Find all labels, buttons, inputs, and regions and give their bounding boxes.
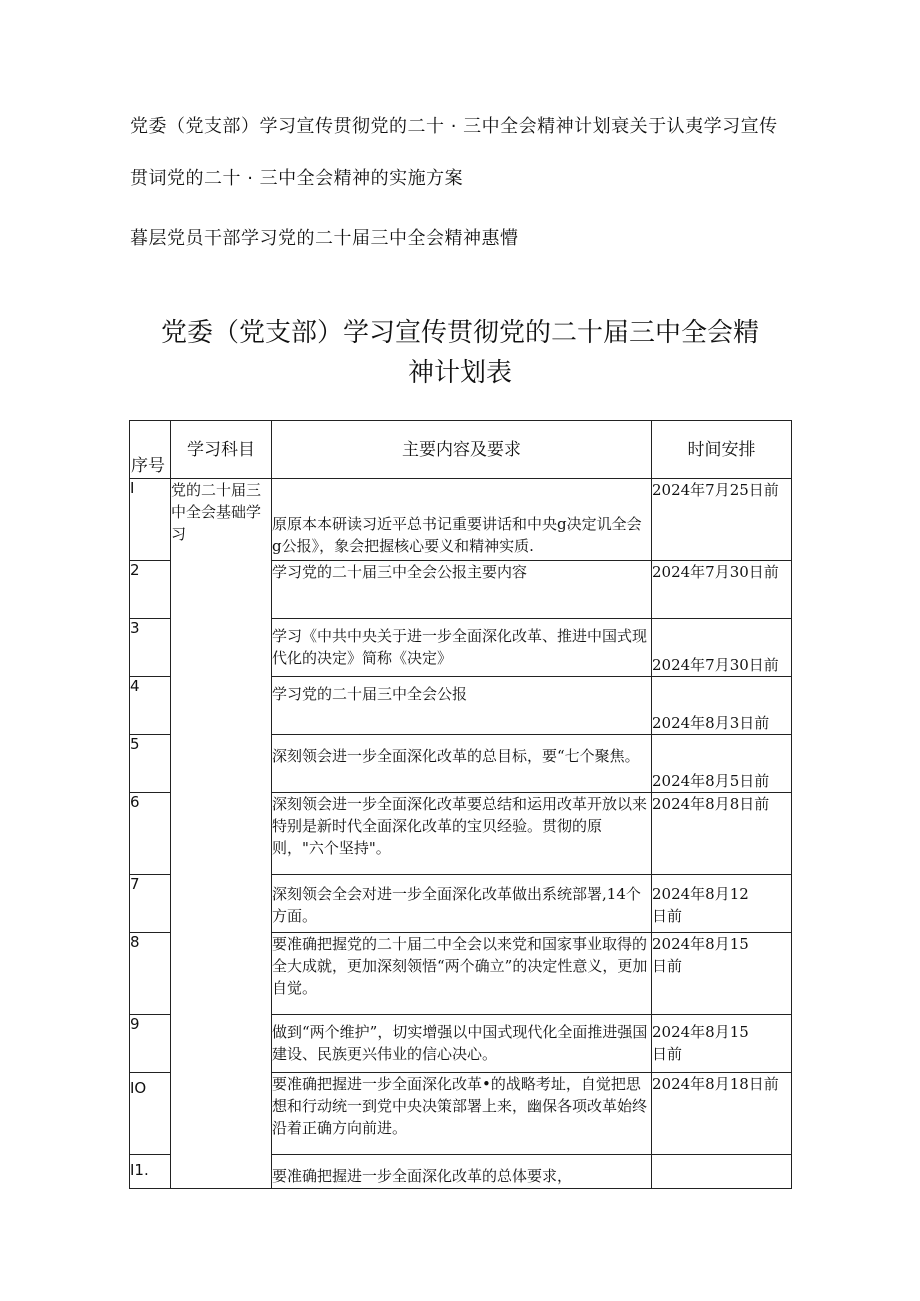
row-seq: 8 xyxy=(130,933,171,1015)
row-time: 2024年8月12日前 xyxy=(652,875,792,933)
row-seq: 4 xyxy=(130,677,171,735)
row-time: 2024年8月8日前 xyxy=(652,793,792,875)
row-time: 2024年8月15日前 xyxy=(652,933,792,1015)
table-row xyxy=(130,479,792,561)
page-title xyxy=(130,313,790,393)
row-time: 2024年8月18日前 xyxy=(652,1073,792,1155)
row-time: 2024年8月15日前 xyxy=(652,1015,792,1073)
toc-line-1: 党委（党支部）学习宣传贯彻党的二十 · 三中全会精神计划衰关于认夷学习宣传 xyxy=(130,116,778,137)
row-seq: I1. xyxy=(130,1155,171,1189)
row-seq: 3 xyxy=(130,619,171,677)
header-seq: 序号 xyxy=(130,421,171,479)
toc-line-3: 暮层党员干部学习党的二十届三中全会精神惠懵 xyxy=(130,228,519,249)
row-content: 学习《中共中央关于进一步全面深化改革、推进中国式现代化的决定》简称《决定》 xyxy=(272,619,652,677)
row-time: 2024年7月30日前 xyxy=(652,619,792,677)
row-content: 深刻领会进一步全面深化改革要总结和运用改革开放以来特别是新时代全面深化改革的宝贝经验。贯彻的原则，"六个坚持"。 xyxy=(272,793,652,875)
row-content: 要准确把握进一步全面深化改革的总体要求， xyxy=(272,1155,652,1189)
row-content: 学习党的二十届三中全会公报 xyxy=(272,677,652,735)
row-content: 原原本本研读习近平总书记重要讲话和中央g决定讥全会g公报》，象会把握核心要义和精神实质. xyxy=(272,479,652,561)
toc-line-2: 贯词党的二十 · 三中全会精神的实施方案 xyxy=(130,168,464,189)
row-time: 2024年8月5日前 xyxy=(652,735,792,793)
row-time: 2024年7月25日前 xyxy=(652,479,792,561)
row-seq: 5 xyxy=(130,735,171,793)
row-seq: 9 xyxy=(130,1015,171,1073)
row-content: 做到“两个维护”，切实增强以中国式现代化全面推进强国建设、民族更兴伟业的信心决心。 xyxy=(272,1015,652,1073)
row-time: 2024年8月3日前 xyxy=(652,677,792,735)
row-seq: 7 xyxy=(130,875,171,933)
row-content: 深刻领会全会对进一步全面深化改革做出系统部署,14个方面。 xyxy=(272,875,652,933)
row-time xyxy=(652,1155,792,1189)
row-seq: IO xyxy=(130,1073,171,1155)
header-time: 时间安排 xyxy=(652,421,792,479)
study-plan-table xyxy=(129,420,792,1189)
row-time: 2024年7月30日前 xyxy=(652,561,792,619)
page-title-line-2: 神计划表 xyxy=(407,358,512,388)
row-content: 深刻领会进一步全面深化改革的总目标，要“七个聚焦。 xyxy=(272,735,652,793)
header-subject: 学习科目 xyxy=(171,421,272,479)
row-content: 要准确把握党的二十届二中全会以来党和国家事业取得的全大成就，更加深刻领悟“两个确立”的决定性意义，更加自觉。 xyxy=(272,933,652,1015)
row-seq: 2 xyxy=(130,561,171,619)
page-title-line-1: 党委（党支部）学习宣传贯彻党的二十届三中全会精 xyxy=(160,318,759,348)
header-content: 主要内容及要求 xyxy=(272,421,652,479)
row-content: 要准确把握进一步全面深化改革•的战略考址，自觉把思想和行动统一到党中央决策部署上来，幽保各项改革始终沿着正确方向前进。 xyxy=(272,1073,652,1155)
row-seq: 6 xyxy=(130,793,171,875)
subject-cell: 党的二十届三中全会基础学习 xyxy=(171,479,272,1189)
row-seq: I xyxy=(130,479,171,561)
row-content: 学习党的二十届三中全会公报主要内容 xyxy=(272,561,652,619)
table-header-row xyxy=(130,421,792,479)
